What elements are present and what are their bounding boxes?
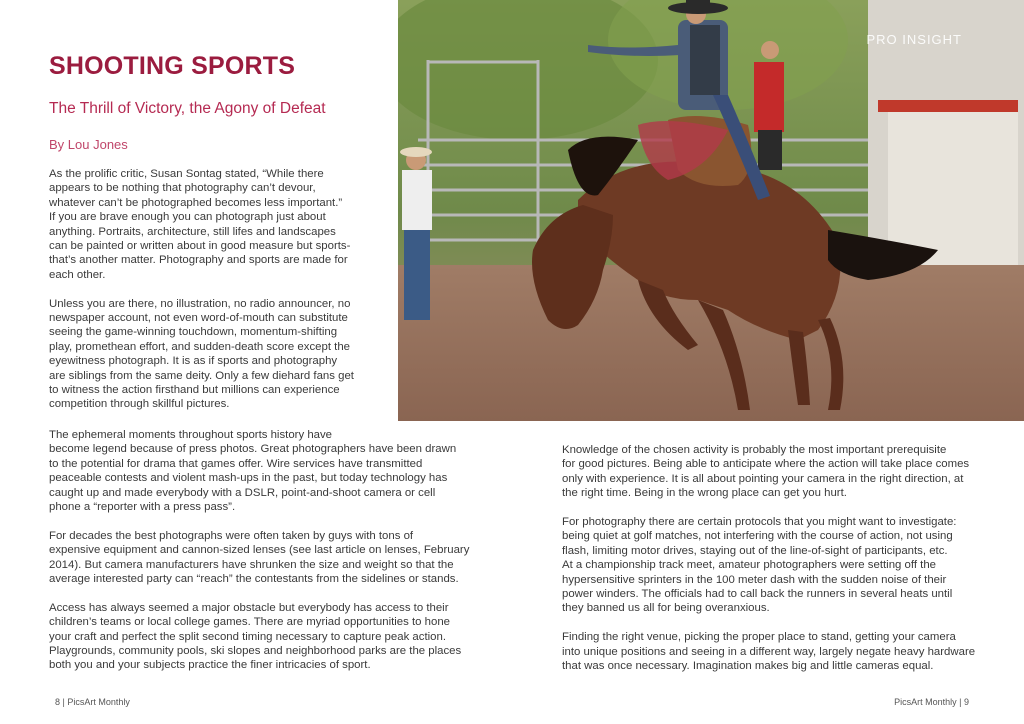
- right-column: [562, 443, 987, 688]
- paragraph: Finding the right venue, picking the proper place to stand, getting your camera into unique positions and seeing in a different way, largely negate heavy hardware that was once necessary. Imagination makes big and little cameras equal.: [562, 631, 976, 673]
- left-column-top: [49, 167, 369, 426]
- footer-page-left: 8 | PicsArt Monthly: [55, 697, 130, 707]
- paragraph: Access has always seemed a major obstacle but everybody has access to their children’s teams or local college games. There are myriad opportunities to hone your craft and perfect the split second timing necessary to capture peak action. Playgrounds, community pools, ski slopes and neighborhood parks are the places both you and your subjects practice the finer intricacies of sport.: [49, 601, 462, 672]
- paragraph: The ephemeral moments throughout sports history have become legend because of press photos. Great photographers have been drawn to the potential for drama that games offer. Wire services have transmitted peaceable contests and violent mash-ups in the past, but today technology has caught up and made everybody with a DSLR, point-and-shoot camera or cell phone a “reporter with a press pass”.: [49, 429, 457, 514]
- paragraph: For decades the best photographs were often taken by guys with tons of expensive equipment and cannon-sized lenses (see last article on lenses, February 2014). But camera manufacturers have shrunken the size and weight so that the average interested party can “reach” the contestants from the sidelines or stands.: [49, 529, 470, 586]
- article-title: SHOOTING SPORTS: [49, 52, 296, 80]
- footer-page-right: PicsArt Monthly | 9: [894, 697, 969, 707]
- paragraph: As the prolific critic, Susan Sontag stated, “While there appears to be nothing that photography can’t devour, whatever can’t be photographed becomes less important.” If you are brave enough you can photograph just about anything. Portraits, architecture, still lifes and landscapes can be painted or written about in good measure but sports- that’s another matter. Photography and sports are made for each other.: [49, 168, 351, 281]
- rodeo-photo: [398, 0, 1024, 421]
- article-byline: By Lou Jones: [49, 137, 128, 152]
- paragraph: Unless you are there, no illustration, no radio announcer, no newspaper account, not even word-of-mouth can substitute seeing the game-winning touchdown, momentum-shifting play, promethean effort, and sudden-death score except the eyewitness photograph. It is as if sports and photography are siblings from the same deity. Only a few diehard fans get to witness the action firsthand but millions can experience competition through skillful pictures.: [49, 297, 354, 411]
- left-column-bottom: [49, 428, 479, 687]
- photo-watermark: PRO INSIGHT: [866, 32, 962, 47]
- article-subtitle: The Thrill of Victory, the Agony of Defeat: [49, 100, 326, 117]
- paragraph: Knowledge of the chosen activity is probably the most important prerequisite for good pictures. Being able to anticipate where the action will take place comes only with experience. It is all about pointing your camera in the right direction, at the right time. Being in the wrong place can get you hurt.: [562, 444, 970, 500]
- paragraph: For photography there are certain protocols that you might want to investigate: being quiet at golf matches, not interfering with the course of action, not using flash, limiting motor drives, staying out of the line-of-sight of participants, etc. At a championship track meet, amateur photographers were setting off the hypersensitive sprinters in the 100 meter dash with the sudden noise of their power winders. The officials had to call back the runners in several heats until they banned us all for being overanxious.: [562, 516, 957, 615]
- rodeo-illustration: [398, 0, 1024, 421]
